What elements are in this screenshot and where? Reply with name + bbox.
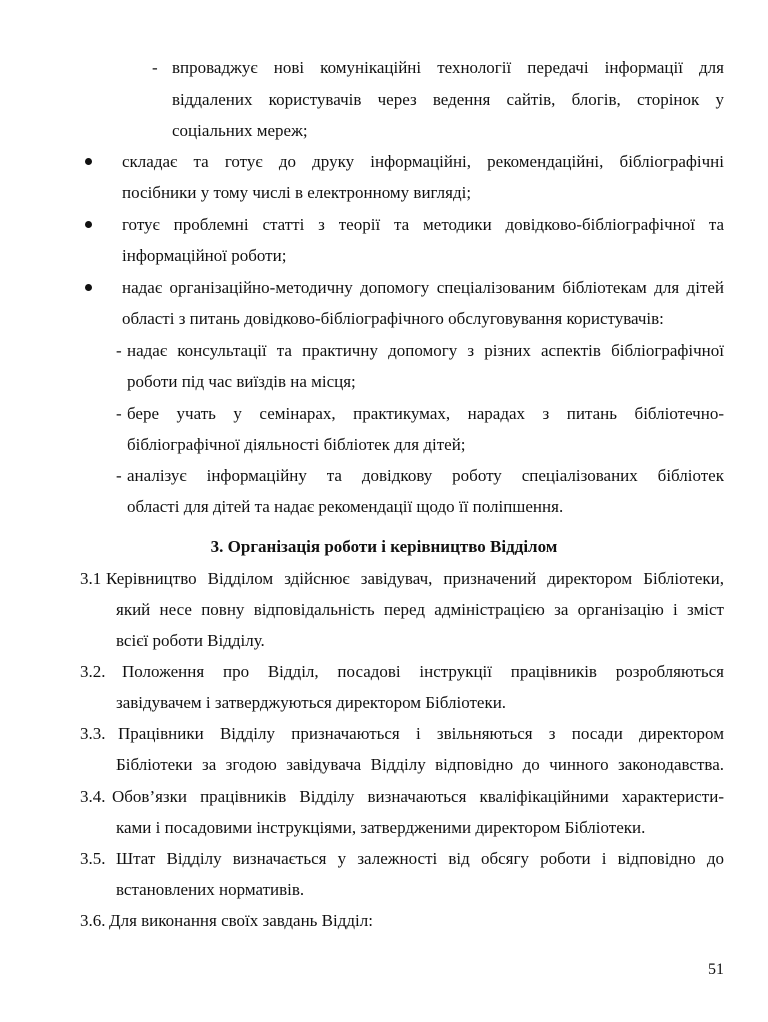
bullet-item-line: посібники у тому числі в електронному вигляді; [122, 183, 472, 202]
dash-item-line: роботи під час виїздів на місця; [127, 372, 356, 391]
section-heading: 3. Організація роботи і керівництво Відділом [210, 537, 558, 556]
clause-line: Керівництво Відділом здійснює завідувач, призначений директором Бібліотеки, [106, 569, 724, 588]
dash-marker: - [152, 58, 158, 77]
bullet-icon [85, 284, 92, 291]
clause-number: 3.2. [80, 662, 106, 681]
dash-item-line: надає консультації та практичну допомогу з різних аспектів бібліографічної [127, 341, 724, 360]
clause-line: встановлених нормативів. [116, 880, 305, 899]
clause-line: Працівники Відділу призначаються і звільняються з посади директором [118, 724, 724, 743]
clause-number: 3.3. [80, 724, 106, 743]
dash-item-line: впроваджує нові комунікаційні технології передачі інформації для [172, 58, 724, 77]
dash-item-line: аналізує інформаційну та довідкову роботу спеціалізованих бібліотек [127, 466, 724, 485]
page-number: 51 [708, 961, 724, 978]
clause-line: Положення про Відділ, посадові інструкції працівників розробляються [122, 662, 724, 681]
clause-number: 3.6. [80, 911, 106, 930]
bullet-item-line: надає організаційно-методичну допомогу спеціалізованим бібліотекам для дітей [122, 278, 724, 297]
bullet-icon [85, 158, 92, 165]
clause-line: Бібліотеки за згодою завідувача Відділу відповідно до чинного законодавства. [116, 755, 724, 774]
clause-line: завідувачем і затверджуються директором Бібліотеки. [116, 693, 507, 712]
dash-item-line: бібліографічної діяльності бібліотек для дітей; [127, 435, 466, 454]
dash-marker: - [116, 404, 122, 423]
dash-item-line: соціальних мереж; [172, 121, 308, 140]
clause-line: Штат Відділу визначається у залежності від обсягу роботи і відповідно до [116, 849, 724, 868]
bullet-item-line: складає та готує до друку інформаційні, рекомендаційні, бібліографічні [122, 152, 724, 171]
bullet-item-line: інформаційної роботи; [122, 246, 287, 265]
clause-line: який несе повну відповідальність перед адміністрацією за організацію і зміст [116, 600, 724, 619]
clause-number: 3.1 [80, 569, 102, 588]
clause-line: Для виконання своїх завдань Відділ: [109, 911, 373, 930]
dash-marker: - [116, 341, 122, 360]
dash-item-line: області для дітей та надає рекомендації щодо її поліпшення. [127, 497, 564, 516]
clause-line: Обов’язки працівників Відділу визначаються кваліфікаційними характеристи- [112, 787, 724, 806]
dash-item-line: віддалених користувачів через ведення сайтів, блогів, сторінок у [172, 90, 724, 109]
clause-line: всієї роботи Відділу. [116, 631, 265, 650]
bullet-item-line: області з питань довідково-бібліографічного обслуговування користувачів: [122, 309, 664, 328]
dash-marker: - [116, 466, 122, 485]
dash-item-line: бере учать у семінарах, практикумах, нарадах з питань бібліотечно- [127, 404, 724, 423]
clause-number: 3.5. [80, 849, 106, 868]
clause-number: 3.4. [80, 787, 106, 806]
bullet-item-line: готує проблемні статті з теорії та методики довідково-бібліографічної та [122, 215, 724, 234]
bullet-icon [85, 221, 92, 228]
clause-line: ками і посадовими інструкціями, затвердженими директором Бібліотеки. [116, 818, 646, 837]
